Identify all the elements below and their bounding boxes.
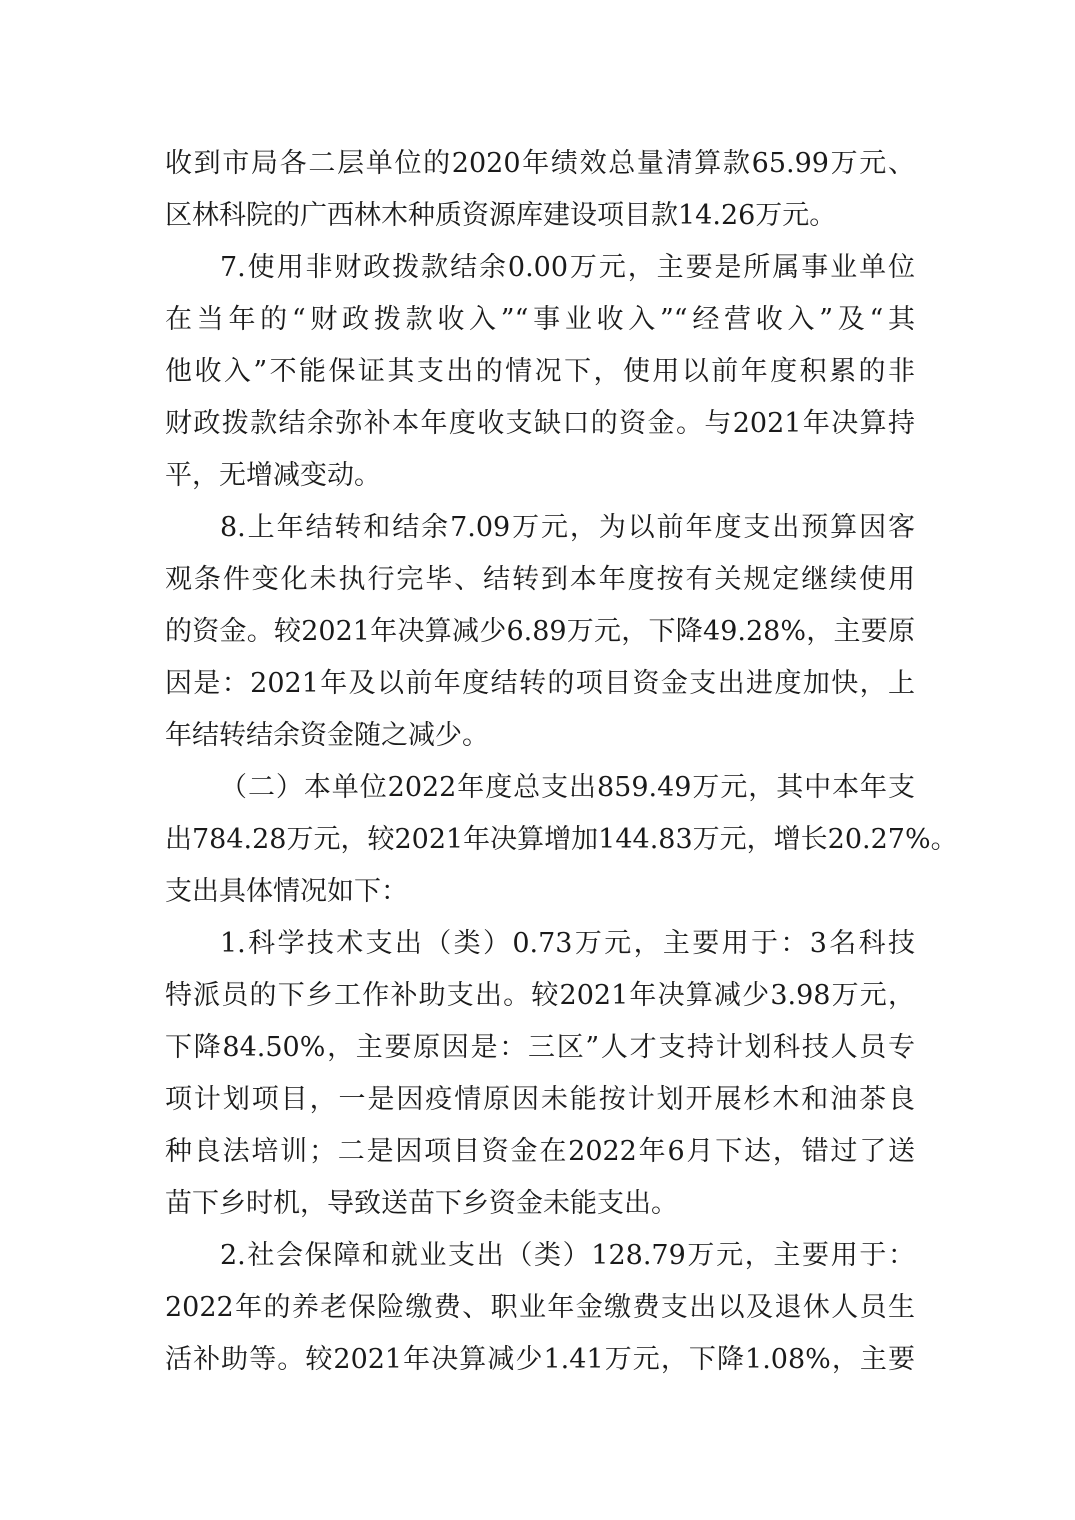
text-line: 2.社会保障和就业支出（类）128.79万元，主要用于： (220, 1240, 915, 1271)
text-line: 活补助等。较2021年决算减少1.41万元，下降1.08%，主要 (165, 1344, 915, 1375)
text-line: 年结转结余资金随之减少。 (165, 720, 489, 751)
text-line: 区林科院的广西林木种质资源库建设项目款14.26万元。 (165, 200, 837, 231)
text-line: 财政拨款结余弥补本年度收支缺口的资金。与2021年决算持 (165, 408, 915, 439)
text-line: 在当年的“财政拨款收入”“事业收入”“经营收入”及“其 (165, 304, 915, 335)
text-line: 种良法培训；二是因项目资金在2022年6月下达，错过了送 (165, 1136, 915, 1167)
paragraph-expense-2 (165, 1230, 915, 1386)
text-line: 7.使用非财政拨款结余0.00万元，主要是所属事业单位 (220, 252, 915, 283)
text-line: 观条件变化未执行完毕、结转到本年度按有关规定继续使用 (165, 564, 915, 595)
text-line: 收到市局各二层单位的2020年绩效总量清算款65.99万元、 (165, 148, 915, 179)
document-body (165, 138, 958, 1386)
text-line: 8.上年结转和结余7.09万元，为以前年度支出预算因客 (220, 512, 915, 543)
text-line: （二）本单位2022年度总支出859.49万元，其中本年支 (220, 772, 915, 803)
text-line: 平，无增减变动。 (165, 460, 381, 491)
paragraph-income-tail (165, 138, 915, 242)
text-line: 支出具体情况如下： (165, 876, 408, 907)
text-line: 项计划项目，一是因疫情原因未能按计划开展杉木和油茶良 (165, 1084, 915, 1115)
text-line: 2022年的养老保险缴费、职业年金缴费支出以及退休人员生 (165, 1292, 915, 1323)
paragraph-item-7 (165, 242, 915, 502)
text-line: 特派员的下乡工作补助支出。较2021年决算减少3.98万元， (165, 980, 915, 1011)
text-line: 1.科学技术支出（类）0.73万元，主要用于：3名科技 (220, 928, 915, 959)
paragraph-expense-1 (165, 918, 915, 1230)
text-line: 下降84.50%，主要原因是：三区”人才支持计划科技人员专 (165, 1032, 915, 1063)
paragraph-section-2 (165, 762, 958, 918)
text-line: 出784.28万元，较2021年决算增加144.83万元，增长20.27%。 (165, 824, 958, 855)
text-line: 苗下乡时机，导致送苗下乡资金未能支出。 (165, 1188, 678, 1219)
text-line: 他收入”不能保证其支出的情况下，使用以前年度积累的非 (165, 356, 915, 387)
text-line: 的资金。较2021年决算减少6.89万元，下降49.28%，主要原 (165, 616, 915, 647)
paragraph-item-8 (165, 502, 915, 762)
text-line: 因是：2021年及以前年度结转的项目资金支出进度加快，上 (165, 668, 915, 699)
